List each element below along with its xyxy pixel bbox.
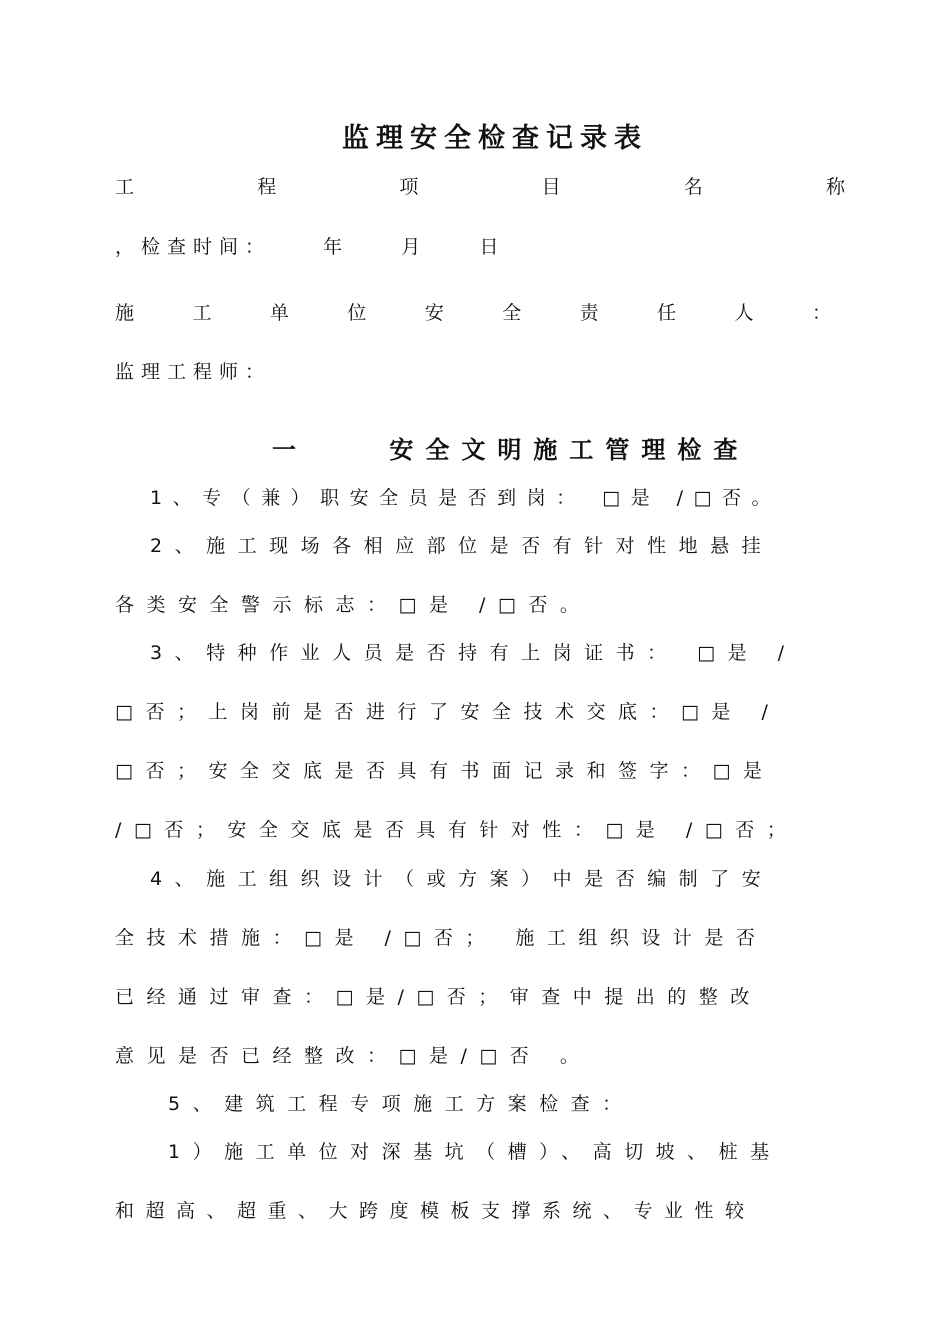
body-line: 意见是否已经整改：□是/□否 。: [115, 1045, 592, 1067]
document-title: 监理安全检查记录表: [342, 123, 648, 154]
body-line: /□否；安全交底是否具有针对性：□是 /□否；: [115, 819, 799, 841]
body-line: 1、专（兼）职安全员是否到岗： □是 /□否。: [150, 487, 781, 509]
body-line: 1）施工单位对深基坑（槽）、高切坡、桩基: [168, 1141, 782, 1163]
contractor-char: 单: [269, 302, 289, 324]
section-title: 一 安全文明施工管理检查: [272, 436, 750, 464]
project-name-char: 程: [257, 176, 277, 198]
contractor-char: 任: [657, 302, 677, 324]
contractor-char: 责: [579, 302, 599, 324]
body-line: □否；上岗前是否进行了安全技术交底：□是 /: [115, 701, 781, 723]
contractor-char: 工: [192, 302, 212, 324]
body-line: 2、施工现场各相应部位是否有针对性地悬挂: [150, 535, 774, 557]
body-line: 已经通过审查：□是/□否；审查中提出的整改: [115, 986, 762, 1008]
project-name-char: 工: [115, 176, 135, 198]
body-line: □否；安全交底是否具有书面记录和签字：□是: [115, 760, 775, 782]
body-line: 各类安全警示标志：□是 /□否。: [115, 594, 592, 616]
supervisor-line: 监理工程师：: [115, 361, 272, 383]
contractor-safety-officer-line: [115, 300, 831, 326]
body-line: 和超高、超重、大跨度模板支撑系统、专业性较: [115, 1200, 756, 1222]
body-line: 5、建筑工程专项施工方案检查：: [168, 1093, 634, 1115]
body-line: 3、特种作业人员是否持有上岗证书： □是 /: [150, 642, 797, 664]
project-name-char: 项: [399, 176, 419, 198]
contractor-char: 全: [502, 302, 522, 324]
contractor-char: ：: [811, 302, 831, 324]
contractor-char: 安: [424, 302, 444, 324]
project-name-char: 目: [541, 176, 561, 198]
body-line: 全技术措施：□是 /□否； 施工组织设计是否: [115, 927, 768, 949]
project-name-char: 名: [683, 176, 703, 198]
body-line: 4、施工组织设计（或方案）中是否编制了安: [150, 868, 774, 890]
contractor-char: 施: [115, 302, 135, 324]
project-name-char: 称: [825, 176, 845, 198]
check-time-line: ，检查时间： 年 月 日: [115, 236, 506, 258]
project-name-line: [115, 174, 845, 200]
contractor-char: 位: [347, 302, 367, 324]
contractor-char: 人: [734, 302, 754, 324]
